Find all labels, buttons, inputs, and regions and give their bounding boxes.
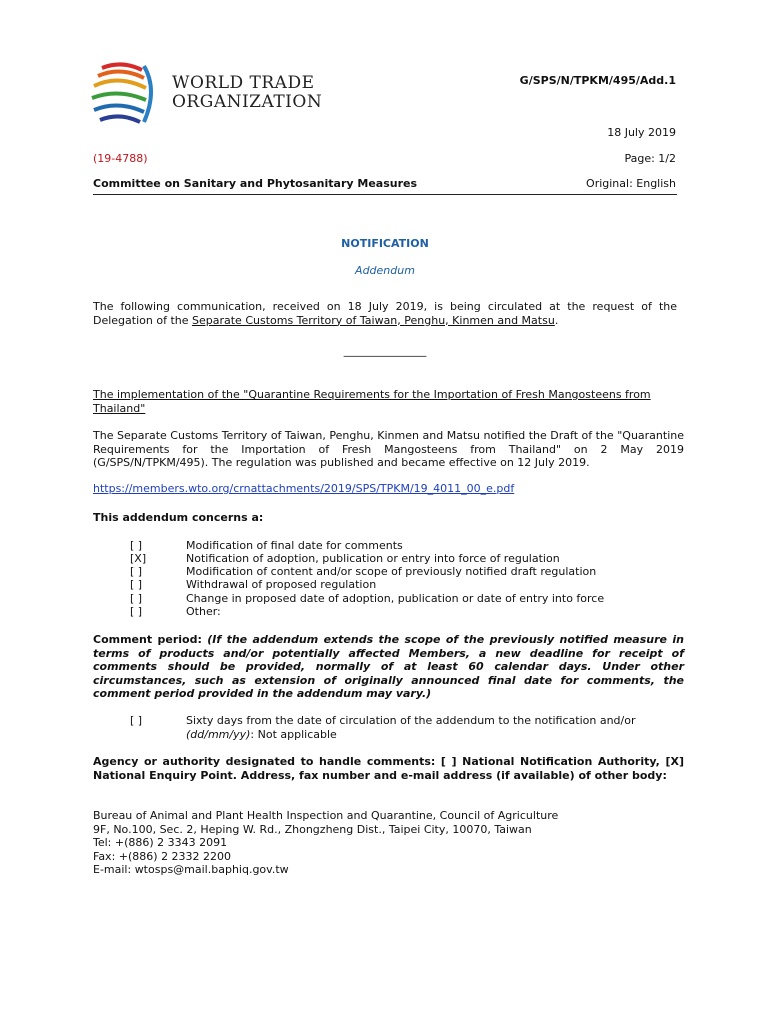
subject-heading: The implementation of the "Quarantine Requirements for the Importation of Fresh Mangosteens from Thailand" — [93, 388, 651, 415]
agency-email: E-mail: wtosps@mail.baphiq.gov.tw — [93, 863, 289, 876]
document-symbol: G/SPS/N/TPKM/495/Add.1 — [519, 74, 676, 87]
sixty-days-option — [186, 714, 684, 741]
wto-emblem-icon — [84, 60, 164, 130]
subject-body: The Separate Customs Territory of Taiwan, Penghu, Kinmen and Matsu notified the Draft of the "Quarantine Requirements for the Importation of Fresh Mangosteens from Thailand" on 2 May 2019 (G/SPS/N/TPKM/495). The regulation was published and became effective on 12 July 2019. — [93, 429, 684, 469]
comment-period-label: Comment period: — [93, 633, 208, 646]
checkbox-other[interactable]: [ ] — [130, 605, 143, 618]
concern-label: Other: — [186, 605, 221, 618]
wto-logo — [84, 60, 344, 130]
comment-period — [93, 633, 684, 701]
document-number: (19-4788) — [93, 152, 148, 165]
date-format: (dd/mm/yy) — [186, 727, 251, 741]
page-indicator: Page: 1/2 — [624, 152, 676, 165]
checkbox-modification-final-date[interactable]: [ ] — [130, 539, 143, 552]
section-separator: _______________ — [343, 344, 427, 357]
checkbox-sixty-days[interactable]: [ ] — [130, 714, 143, 727]
notification-title: NOTIFICATION — [341, 237, 429, 250]
sixty-days-text: Sixty days from the date of circulation of the addendum to the notification and/or — [186, 714, 636, 727]
concerns-heading: This addendum concerns a: — [93, 511, 264, 524]
org-name-line1: WORLD TRADE — [172, 73, 315, 93]
agency-line: Bureau of Animal and Plant Health Inspection and Quarantine, Council of Agriculture — [93, 809, 559, 822]
header-divider — [93, 194, 677, 195]
agency-phone: Tel: +(886) 2 3343 2091 — [93, 836, 228, 849]
intro-text: The following communication, received on 18 July 2019, is being circulated at the request of the Delegation of the — [93, 300, 677, 327]
agency-address — [93, 809, 684, 877]
comment-period-text: (If the addendum extends the scope of the previously notified measure in terms of products and/or potentially affected Members, a new deadline for receipt of comments should be provided, normally of at least 60 calendar days. Under other circumstances, such as extension of originally announced final date for comments, the comment period provided in the addendum may vary.) — [93, 633, 684, 700]
original-language: Original: English — [586, 177, 676, 190]
concern-label: Modification of content and/or scope of previously notified draft regulation — [186, 565, 597, 578]
concern-label: Notification of adoption, publication or entry into force of regulation — [186, 552, 560, 565]
checkbox-withdrawal[interactable]: [ ] — [130, 578, 143, 591]
member-name: Separate Customs Territory of Taiwan, Penghu, Kinmen and Matsu — [192, 313, 555, 327]
agency-line: 9F, No.100, Sec. 2, Heping W. Rd., Zhongzheng Dist., Taipei City, 10070, Taiwan — [93, 822, 532, 836]
concern-label: Modification of final date for comments — [186, 539, 403, 552]
not-applicable: : Not applicable — [250, 727, 337, 741]
checkbox-notification-adoption[interactable]: [X] — [130, 552, 147, 565]
agency-fax: Fax: +(886) 2 2332 2200 — [93, 849, 232, 863]
concern-label: Withdrawal of proposed regulation — [186, 578, 377, 591]
checkbox-modification-content[interactable]: [ ] — [130, 565, 143, 578]
intro-paragraph — [93, 300, 677, 327]
org-name-line2: ORGANIZATION — [172, 92, 323, 112]
attachment-link[interactable]: https://members.wto.org/crnattachments/2019/SPS/TPKM/19_4011_00_e.pdf — [93, 482, 515, 495]
agency-heading: Agency or authority designated to handle comments: [ ] National Notification Authority, [X] National Enquiry Point. Address, fax number and e-mail address (if available) of other body: — [93, 755, 684, 782]
concern-label: Change in proposed date of adoption, publication or date of entry into force — [186, 592, 605, 605]
addendum-subtitle: Addendum — [355, 264, 415, 277]
intro-end: . — [554, 313, 559, 327]
document-date: 18 July 2019 — [607, 126, 676, 139]
checkbox-change-date[interactable]: [ ] — [130, 592, 143, 605]
committee-name: Committee on Sanitary and Phytosanitary Measures — [93, 177, 418, 190]
